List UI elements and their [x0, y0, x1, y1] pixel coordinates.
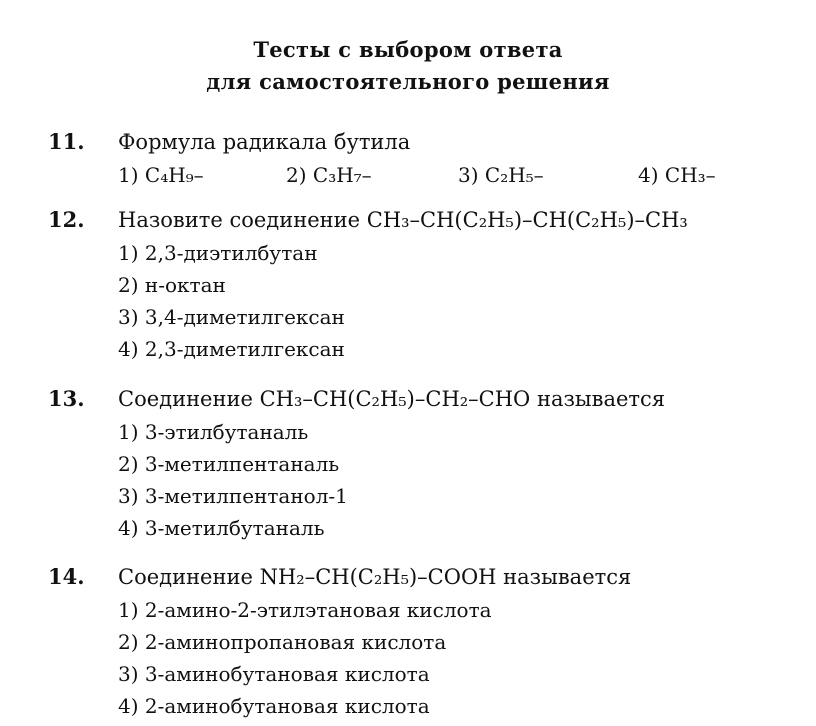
- page-subtitle: для самостоятельного решения: [206, 69, 610, 94]
- question-number: 13.: [48, 386, 85, 411]
- answer-option-3[interactable]: 3) 3-аминобутановая кислота: [118, 662, 430, 686]
- answer-option-1[interactable]: 1) C₄H₉–: [118, 163, 204, 187]
- answer-option-4[interactable]: 4) 2,3-диметилгексан: [118, 337, 345, 361]
- answer-option-4[interactable]: 4) 3-метилбутаналь: [118, 516, 325, 540]
- question-text: Формула радикала бутила: [118, 130, 411, 154]
- answer-option-4[interactable]: 4) CH₃–: [638, 163, 716, 187]
- answer-option-3[interactable]: 3) 3-метилпентанол-1: [118, 484, 348, 508]
- question-text: Соединение CH₃–CH(C₂H₅)–CH₂–CHO называется: [118, 387, 666, 411]
- answer-option-3[interactable]: 3) C₂H₅–: [458, 163, 544, 187]
- question-13: [48, 382, 808, 544]
- answer-option-2[interactable]: 2) 2-аминопропановая кислота: [118, 630, 447, 654]
- question-12: [48, 203, 808, 365]
- answer-option-2[interactable]: 2) н-октан: [118, 273, 226, 297]
- question-number: 14.: [48, 564, 85, 589]
- answer-option-3[interactable]: 3) 3,4-диметилгексан: [118, 305, 345, 329]
- answer-option-1[interactable]: 1) 2-амино-2-этилэтановая кислота: [118, 598, 492, 622]
- page-title: Тесты с выбором ответа: [253, 37, 563, 62]
- question-text: Соединение NH₂–CH(C₂H₅)–COOH называется: [118, 565, 632, 589]
- question-number: 11.: [48, 129, 85, 154]
- answer-option-4[interactable]: 4) 2-аминобутановая кислота: [118, 694, 430, 718]
- question-11: [48, 125, 808, 191]
- question-text: Назовите соединение CH₃–CH(C₂H₅)–CH(C₂H₅)–CH₃: [118, 208, 688, 232]
- question-number: 12.: [48, 207, 85, 232]
- answer-option-1[interactable]: 1) 2,3-диэтилбутан: [118, 241, 318, 265]
- answer-option-2[interactable]: 2) 3-метилпентаналь: [118, 452, 340, 476]
- answer-option-1[interactable]: 1) 3-этилбутаналь: [118, 420, 309, 444]
- question-14: [48, 560, 808, 722]
- answer-option-2[interactable]: 2) C₃H₇–: [286, 163, 372, 187]
